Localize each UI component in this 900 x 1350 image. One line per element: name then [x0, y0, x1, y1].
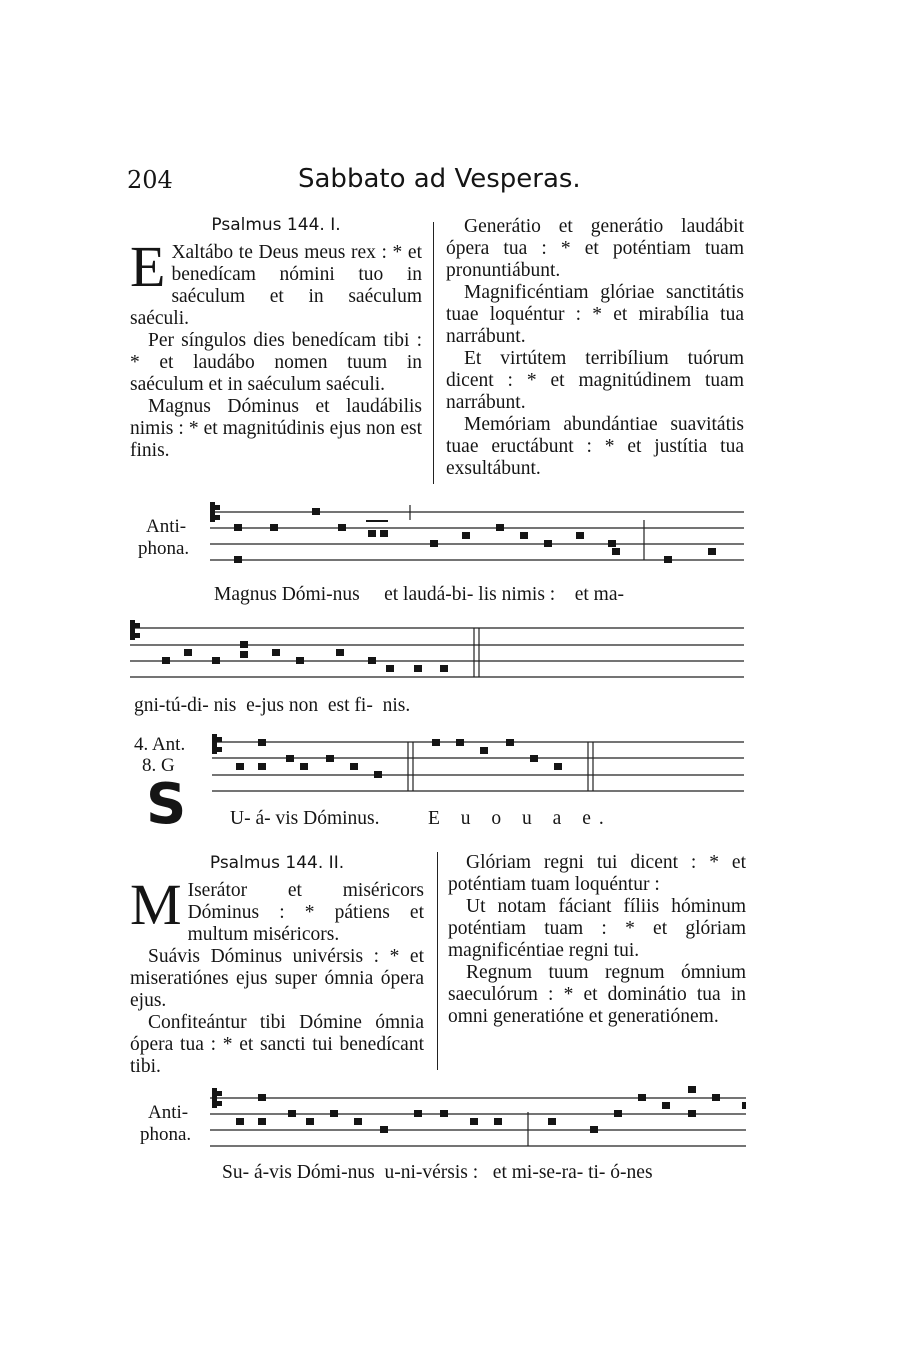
antiphon1-label-2: phona.	[138, 538, 190, 559]
antiphon4-label-2: 8. G	[142, 755, 175, 776]
antiphon2-label-1: Anti-	[148, 1102, 189, 1123]
psalm2-left-column	[130, 852, 424, 1078]
antiphon1-label-1: Anti-	[146, 516, 187, 537]
antiphon4-initial: S	[146, 772, 187, 837]
psalm2-dropcap: M	[130, 872, 182, 937]
psalm2-verse-4: Glóriam regni tui dicent : * et poténtiam tuam loquéntur :	[448, 852, 746, 895]
antiphon1-lyrics-2: gni-tú-di- nis e-jus non est fi- nis.	[134, 695, 411, 716]
psalm1-title: Psalmus 144. I.	[211, 215, 341, 235]
psalm1-verse-5: Magnificéntiam glóriae sanctitátis tuae loquéntur : * et mirabília tua narrábunt.	[446, 282, 744, 347]
psalm2-verse-2: Suávis Dóminus univérsis : * et miseratiónes ejus super ómnia ópera ejus.	[130, 946, 424, 1011]
psalm1-dropcap: E	[130, 234, 166, 299]
antiphon4-lyrics: U- á- vis Dóminus.	[230, 808, 380, 829]
psalm1-verse-7: Memóriam abundántiae suavitátis tuae eructábunt : * et justítia tua exsultábunt.	[446, 414, 744, 479]
column-divider-2	[437, 852, 438, 1070]
psalm2-verse-3: Confiteántur tibi Dómine ómnia ópera tua : * et sancti tui benedícant tibi.	[130, 1012, 424, 1077]
psalm1-verse-6: Et virtútem terribílium tuórum dicent : * et magnitúdinem tuam narrábunt.	[446, 348, 744, 413]
psalm2-verse-1: Iserátor et miséricors Dóminus : * pátiens et multum miséricors.	[187, 880, 424, 945]
antiphon4-label-1: 4. Ant.	[134, 734, 186, 755]
page-title: Sabbato ad Vesperas.	[298, 164, 581, 194]
psalm1-verse-1: Xaltábo te Deus meus rex : * et benedícam nómini tuo in saéculum et in saéculum saéculi.	[130, 242, 422, 329]
psalm1-verse-2: Per síngulos dies benedícam tibi : * et laudábo nomen tuum in saéculum et in saéculum saéculi.	[130, 330, 422, 395]
psalm2-verse-5: Ut notam fáciant fíliis hóminum poténtiam tuam : * et glóriam magnificéntiae regni tui.	[448, 896, 746, 961]
psalm1-verse-3: Magnus Dóminus et laudábilis nimis : * et magnitúdinis ejus non est finis.	[130, 396, 422, 461]
psalm2-verse-6: Regnum tuum regnum ómnium saeculórum : * et dominátio tua in omni generatióne et generatiónem.	[448, 962, 746, 1027]
antiphon4-euouae: E u o u a e.	[428, 808, 612, 829]
antiphon1-lyrics-1: Magnus Dómi-nus et laudá-bi- lis nimis : et ma-	[214, 584, 624, 605]
psalm2-title: Psalmus 144. II.	[209, 853, 345, 873]
antiphon2-lyrics: Su- á-vis Dómi-nus u-ni-vérsis : et mi-se-ra- ti- ó-nes	[222, 1162, 653, 1183]
page-number: 204	[127, 166, 173, 194]
psalm1-verse-4: Generátio et generátio laudábit ópera tua : * et poténtiam tuam pronuntiábunt.	[446, 216, 744, 281]
antiphon2-label-2: phona.	[140, 1124, 192, 1145]
psalm2-right-column	[448, 852, 746, 1028]
